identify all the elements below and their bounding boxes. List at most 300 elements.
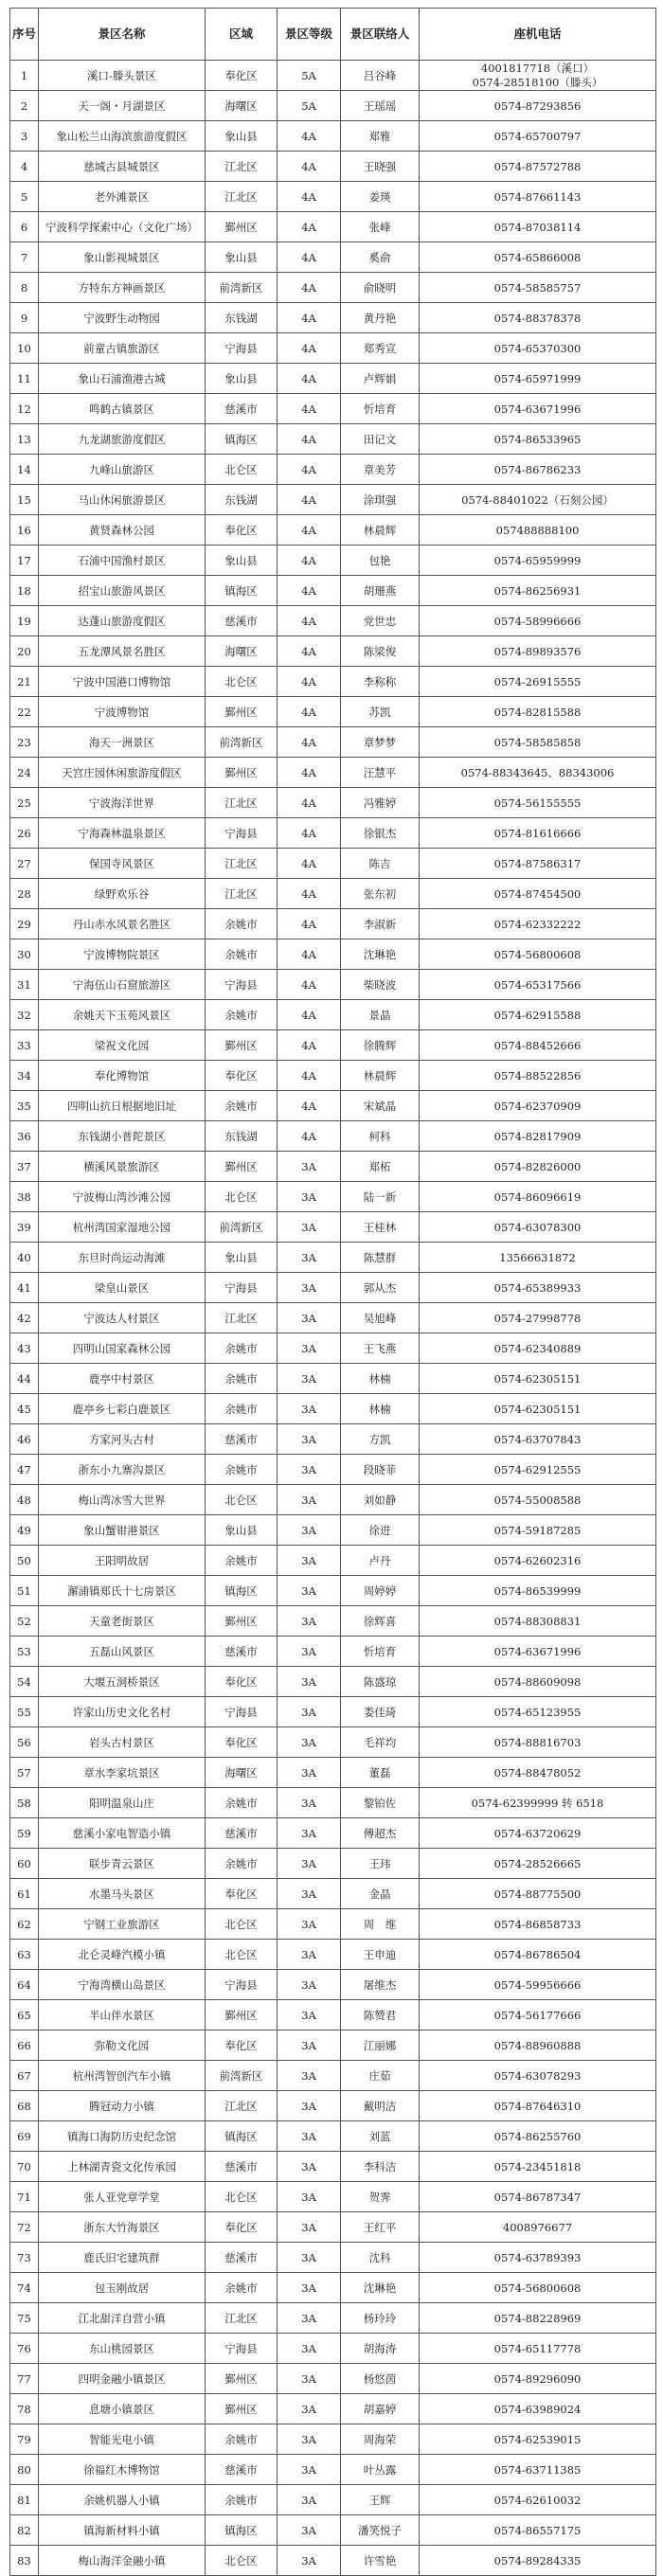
- cell-contact-person: 奚俞: [341, 242, 420, 273]
- table-row: [10, 758, 656, 788]
- cell-district: 镇海区: [206, 2515, 278, 2546]
- cell-scenic-level: 4A: [278, 818, 341, 849]
- cell-serial-number: 71: [10, 2182, 39, 2212]
- cell-contact-person: 王申迪: [341, 1940, 420, 1970]
- cell-landline-phone: 0574-65370300: [420, 333, 656, 364]
- cell-scenic-level: 3A: [278, 2121, 341, 2152]
- cell-district: 象山县: [206, 364, 278, 394]
- cell-scenic-name: 宁海森林温泉景区: [39, 818, 206, 849]
- cell-scenic-name: 达蓬山旅游度假区: [39, 606, 206, 636]
- table-row: [10, 697, 656, 727]
- cell-landline-phone: 0574-62305151: [420, 1364, 656, 1394]
- cell-landline-phone: 0574-56177666: [420, 2000, 656, 2030]
- cell-serial-number: 53: [10, 1637, 39, 1667]
- table-row: [10, 879, 656, 909]
- cell-contact-person: 刘如静: [341, 1485, 420, 1515]
- cell-district: 奉化区: [206, 1879, 278, 1909]
- cell-scenic-level: 3A: [278, 1788, 341, 1818]
- table-row: [10, 2243, 656, 2273]
- cell-scenic-level: 4A: [278, 546, 341, 576]
- cell-landline-phone: 0574-59956666: [420, 1970, 656, 2000]
- cell-landline-phone: 0574-86096619: [420, 1182, 656, 1212]
- cell-contact-person: 金晶: [341, 1879, 420, 1909]
- table-row: [10, 1333, 656, 1364]
- cell-district: 余姚市: [206, 1788, 278, 1818]
- cell-serial-number: 58: [10, 1788, 39, 1818]
- cell-contact-person: 宋斌晶: [341, 1091, 420, 1121]
- cell-scenic-name: 宁波博物院景区: [39, 939, 206, 970]
- cell-scenic-name: 许家山历史文化名村: [39, 1697, 206, 1727]
- cell-contact-person: 叶丛露: [341, 2455, 420, 2485]
- cell-serial-number: 59: [10, 1818, 39, 1849]
- cell-contact-person: 戴明洁: [341, 2091, 420, 2121]
- table-row: [10, 1879, 656, 1909]
- cell-contact-person: 姜瑛: [341, 182, 420, 212]
- cell-district: 象山县: [206, 1515, 278, 1546]
- cell-scenic-name: 联步青云景区: [39, 1849, 206, 1879]
- cell-scenic-level: 3A: [278, 2091, 341, 2121]
- cell-serial-number: 22: [10, 697, 39, 727]
- cell-contact-person: 陆一新: [341, 1182, 420, 1212]
- cell-scenic-level: 3A: [278, 1515, 341, 1546]
- cell-scenic-name: 宁海湾横山岛景区: [39, 1970, 206, 2000]
- cell-district: 余姚市: [206, 1546, 278, 1576]
- cell-contact-person: 黎铂佐: [341, 1788, 420, 1818]
- cell-scenic-level: 4A: [278, 636, 341, 667]
- cell-contact-person: 徐银杰: [341, 818, 420, 849]
- cell-scenic-level: 3A: [278, 1243, 341, 1273]
- cell-district: 江北区: [206, 2303, 278, 2334]
- cell-district: 余姚市: [206, 1394, 278, 1424]
- cell-landline-phone: 0574-63671996: [420, 394, 656, 424]
- cell-district: 宁海县: [206, 818, 278, 849]
- cell-serial-number: 50: [10, 1546, 39, 1576]
- cell-district: 北仑区: [206, 1940, 278, 1970]
- cell-district: 鄞州区: [206, 758, 278, 788]
- cell-scenic-level: 3A: [278, 1940, 341, 1970]
- table-row: [10, 818, 656, 849]
- cell-landline-phone: 0574-65959999: [420, 546, 656, 576]
- scenic-area-contact-table: [9, 8, 656, 2576]
- cell-serial-number: 11: [10, 364, 39, 394]
- cell-scenic-level: 3A: [278, 2030, 341, 2061]
- cell-scenic-level: 3A: [278, 1637, 341, 1667]
- cell-scenic-name: 水墨马头景区: [39, 1879, 206, 1909]
- cell-contact-person: 陈吉: [341, 849, 420, 879]
- cell-landline-phone: 0574-86255760: [420, 2121, 656, 2152]
- cell-contact-person: 汪慧平: [341, 758, 420, 788]
- cell-scenic-name: 澥浦镇郑氏十七房景区: [39, 1576, 206, 1606]
- cell-scenic-level: 3A: [278, 2152, 341, 2182]
- cell-serial-number: 51: [10, 1576, 39, 1606]
- cell-serial-number: 68: [10, 2091, 39, 2121]
- cell-contact-person: 张峰: [341, 212, 420, 242]
- cell-serial-number: 35: [10, 1091, 39, 1121]
- cell-serial-number: 6: [10, 212, 39, 242]
- table-row: [10, 1606, 656, 1637]
- cell-scenic-name: 章水李家坑景区: [39, 1758, 206, 1788]
- cell-scenic-name: 丹山赤水风景名胜区: [39, 909, 206, 939]
- cell-scenic-name: 半山伴水景区: [39, 2000, 206, 2030]
- table-row: [10, 242, 656, 273]
- cell-district: 慈溪市: [206, 1424, 278, 1455]
- cell-scenic-level: 5A: [278, 61, 341, 91]
- cell-scenic-name: 宁钢工业旅游区: [39, 1909, 206, 1940]
- cell-serial-number: 80: [10, 2455, 39, 2485]
- cell-landline-phone: 0574-63707843: [420, 1424, 656, 1455]
- cell-landline-phone: 0574-63789393: [420, 2243, 656, 2273]
- cell-scenic-name: 保国寺风景区: [39, 849, 206, 879]
- table-row: [10, 2212, 656, 2243]
- cell-scenic-name: 五磊山风景区: [39, 1637, 206, 1667]
- cell-contact-person: 王晓强: [341, 152, 420, 182]
- cell-contact-person: 吴旭峰: [341, 1303, 420, 1333]
- cell-contact-person: 冯雅婷: [341, 788, 420, 818]
- cell-landline-phone: 0574-62340889: [420, 1333, 656, 1364]
- cell-serial-number: 64: [10, 1970, 39, 2000]
- cell-serial-number: 39: [10, 1212, 39, 1243]
- cell-scenic-level: 4A: [278, 1091, 341, 1121]
- table-row: [10, 1667, 656, 1697]
- cell-scenic-level: 4A: [278, 333, 341, 364]
- table-row: [10, 212, 656, 242]
- cell-landline-phone: 0574-62399999 转 6518: [420, 1788, 656, 1818]
- cell-scenic-name: 东山桃园景区: [39, 2334, 206, 2364]
- cell-scenic-level: 3A: [278, 1970, 341, 2000]
- cell-scenic-name: 息塘小镇景区: [39, 2394, 206, 2424]
- cell-scenic-name: 岩头古村景区: [39, 1727, 206, 1758]
- cell-serial-number: 44: [10, 1364, 39, 1394]
- cell-serial-number: 79: [10, 2424, 39, 2455]
- cell-serial-number: 47: [10, 1455, 39, 1485]
- table-row: [10, 970, 656, 1000]
- cell-contact-person: 王玮: [341, 1849, 420, 1879]
- cell-contact-person: 林晨辉: [341, 1061, 420, 1091]
- cell-scenic-level: 3A: [278, 1606, 341, 1637]
- cell-scenic-name: 宁波梅山湾沙滩公园: [39, 1182, 206, 1212]
- cell-scenic-name: 象山石浦渔港古城: [39, 364, 206, 394]
- header-district: 区域: [206, 9, 278, 61]
- cell-scenic-name: 浙东大竹海景区: [39, 2212, 206, 2243]
- cell-scenic-name: 镇海口海防历史纪念馆: [39, 2121, 206, 2152]
- cell-scenic-name: 宁海伍山石窟旅游区: [39, 970, 206, 1000]
- cell-serial-number: 69: [10, 2121, 39, 2152]
- cell-serial-number: 29: [10, 909, 39, 939]
- table-row: [10, 1394, 656, 1424]
- cell-scenic-level: 3A: [278, 1333, 341, 1364]
- cell-serial-number: 61: [10, 1879, 39, 1909]
- cell-district: 象山县: [206, 1243, 278, 1273]
- cell-district: 鄞州区: [206, 2394, 278, 2424]
- cell-landline-phone: 0574-82826000: [420, 1152, 656, 1182]
- cell-contact-person: 王桂林: [341, 1212, 420, 1243]
- cell-contact-person: 黄丹艳: [341, 303, 420, 333]
- cell-scenic-name: 东旦时尚运动海滩: [39, 1243, 206, 1273]
- table-row: [10, 2030, 656, 2061]
- cell-landline-phone: 0574-65866008: [420, 242, 656, 273]
- cell-landline-phone: 0574-86786233: [420, 455, 656, 485]
- cell-scenic-name: 宁波科学探索中心（文化广场）: [39, 212, 206, 242]
- cell-scenic-level: 3A: [278, 1667, 341, 1697]
- table-row: [10, 636, 656, 667]
- cell-serial-number: 72: [10, 2212, 39, 2243]
- cell-district: 余姚市: [206, 1849, 278, 1879]
- cell-district: 慈溪市: [206, 394, 278, 424]
- cell-serial-number: 41: [10, 1273, 39, 1303]
- cell-serial-number: 7: [10, 242, 39, 273]
- cell-district: 余姚市: [206, 1091, 278, 1121]
- cell-scenic-name: 腾冠动力小镇: [39, 2091, 206, 2121]
- cell-district: 余姚市: [206, 939, 278, 970]
- cell-scenic-level: 3A: [278, 1273, 341, 1303]
- cell-landline-phone: 0574-63078300: [420, 1212, 656, 1243]
- cell-district: 北仑区: [206, 1909, 278, 1940]
- cell-contact-person: 刘蓝: [341, 2121, 420, 2152]
- table-row: [10, 333, 656, 364]
- cell-serial-number: 76: [10, 2334, 39, 2364]
- header-row: [10, 9, 656, 61]
- cell-contact-person: 李科洁: [341, 2152, 420, 2182]
- cell-scenic-name: 梅山湾冰雪大世界: [39, 1485, 206, 1515]
- cell-scenic-level: 4A: [278, 273, 341, 303]
- cell-contact-person: 郑柘: [341, 1152, 420, 1182]
- cell-contact-person: 王瑶瑶: [341, 91, 420, 121]
- cell-contact-person: 杨玲玲: [341, 2303, 420, 2334]
- cell-scenic-level: 3A: [278, 1818, 341, 1849]
- cell-landline-phone: 0574-62370909: [420, 1091, 656, 1121]
- cell-serial-number: 48: [10, 1485, 39, 1515]
- cell-scenic-level: 4A: [278, 485, 341, 515]
- cell-district: 象山县: [206, 121, 278, 152]
- cell-scenic-name: 大堰五洞桥景区: [39, 1667, 206, 1697]
- cell-scenic-level: 4A: [278, 697, 341, 727]
- cell-serial-number: 21: [10, 667, 39, 697]
- cell-scenic-name: 宁波海洋世界: [39, 788, 206, 818]
- cell-serial-number: 82: [10, 2515, 39, 2546]
- cell-contact-person: 段晓菲: [341, 1455, 420, 1485]
- cell-district: 宁海县: [206, 1273, 278, 1303]
- cell-scenic-name: 象山影视城景区: [39, 242, 206, 273]
- cell-scenic-level: 3A: [278, 2394, 341, 2424]
- cell-scenic-name: 镇海新材料小镇: [39, 2515, 206, 2546]
- cell-scenic-level: 3A: [278, 2303, 341, 2334]
- cell-scenic-level: 4A: [278, 364, 341, 394]
- cell-scenic-name: 慈溪小家电智造小镇: [39, 1818, 206, 1849]
- cell-serial-number: 70: [10, 2152, 39, 2182]
- table-row: [10, 1940, 656, 1970]
- cell-landline-phone: 057488888100: [420, 515, 656, 546]
- cell-scenic-name: 包玉刚故居: [39, 2273, 206, 2303]
- cell-district: 北仑区: [206, 2546, 278, 2576]
- cell-scenic-name: 招宝山旅游风景区: [39, 576, 206, 606]
- header-serial-number: 序号: [10, 9, 39, 61]
- cell-landline-phone: 0574-62610032: [420, 2485, 656, 2515]
- table-row: [10, 1727, 656, 1758]
- cell-contact-person: 胡嘉婷: [341, 2394, 420, 2424]
- cell-scenic-name: 绿野欢乐谷: [39, 879, 206, 909]
- cell-contact-person: 郑秀宣: [341, 333, 420, 364]
- cell-scenic-name: 北仑灵峰汽模小镇: [39, 1940, 206, 1970]
- cell-scenic-name: 梁皇山景区: [39, 1273, 206, 1303]
- table-row: [10, 273, 656, 303]
- table-row: [10, 364, 656, 394]
- cell-district: 鄞州区: [206, 2000, 278, 2030]
- cell-serial-number: 33: [10, 1030, 39, 1061]
- cell-district: 慈溪市: [206, 606, 278, 636]
- cell-scenic-level: 3A: [278, 2182, 341, 2212]
- cell-scenic-level: 3A: [278, 2212, 341, 2243]
- cell-serial-number: 75: [10, 2303, 39, 2334]
- cell-landline-phone: 0574-88452666: [420, 1030, 656, 1061]
- cell-contact-person: 胡海涛: [341, 2334, 420, 2364]
- cell-district: 鄞州区: [206, 1606, 278, 1637]
- cell-landline-phone: 0574-86786504: [420, 1940, 656, 1970]
- cell-serial-number: 17: [10, 546, 39, 576]
- cell-district: 鄞州区: [206, 2364, 278, 2394]
- cell-scenic-level: 3A: [278, 1879, 341, 1909]
- cell-landline-phone: 0574-62305151: [420, 1394, 656, 1424]
- cell-serial-number: 55: [10, 1697, 39, 1727]
- cell-landline-phone: 0574-87586317: [420, 849, 656, 879]
- cell-scenic-level: 4A: [278, 849, 341, 879]
- cell-serial-number: 9: [10, 303, 39, 333]
- cell-contact-person: 田记文: [341, 424, 420, 455]
- cell-scenic-level: 3A: [278, 1182, 341, 1212]
- cell-serial-number: 78: [10, 2394, 39, 2424]
- cell-scenic-level: 4A: [278, 515, 341, 546]
- table-row: [10, 1970, 656, 2000]
- cell-scenic-level: 3A: [278, 2243, 341, 2273]
- cell-contact-person: 章美芳: [341, 455, 420, 485]
- cell-district: 东钱湖: [206, 485, 278, 515]
- cell-scenic-name: 象山松兰山海滨旅游度假区: [39, 121, 206, 152]
- cell-landline-phone: 0574-55008588: [420, 1485, 656, 1515]
- cell-serial-number: 42: [10, 1303, 39, 1333]
- cell-serial-number: 23: [10, 727, 39, 758]
- cell-contact-person: 江丽娜: [341, 2030, 420, 2061]
- table-row: [10, 1364, 656, 1394]
- cell-scenic-name: 九龙湖旅游度假区: [39, 424, 206, 455]
- table-row: [10, 515, 656, 546]
- cell-serial-number: 20: [10, 636, 39, 667]
- cell-landline-phone: 0574-58585757: [420, 273, 656, 303]
- table-row: [10, 485, 656, 515]
- cell-serial-number: 62: [10, 1909, 39, 1940]
- cell-contact-person: 胡珊燕: [341, 576, 420, 606]
- cell-scenic-level: 4A: [278, 667, 341, 697]
- table-row: [10, 667, 656, 697]
- cell-scenic-level: 3A: [278, 2000, 341, 2030]
- cell-contact-person: 林晨辉: [341, 515, 420, 546]
- cell-scenic-name: 上林湖青瓷文化传承园: [39, 2152, 206, 2182]
- cell-serial-number: 34: [10, 1061, 39, 1091]
- cell-scenic-level: 4A: [278, 1121, 341, 1152]
- cell-landline-phone: 0574-89296090: [420, 2364, 656, 2394]
- cell-scenic-name: 马山休闲旅游景区: [39, 485, 206, 515]
- cell-landline-phone: 0574-58996666: [420, 606, 656, 636]
- cell-scenic-name: 智能光电小镇: [39, 2424, 206, 2455]
- cell-scenic-name: 奉化博物馆: [39, 1061, 206, 1091]
- cell-scenic-name: 天宫庄园休闲旅游度假区: [39, 758, 206, 788]
- header-scenic-name: 景区名称: [39, 9, 206, 61]
- cell-landline-phone: 0574-65971999: [420, 364, 656, 394]
- cell-serial-number: 27: [10, 849, 39, 879]
- cell-scenic-level: 4A: [278, 727, 341, 758]
- table-row: [10, 1273, 656, 1303]
- cell-contact-person: 李淑新: [341, 909, 420, 939]
- cell-scenic-name: 横溪风景旅游区: [39, 1152, 206, 1182]
- cell-landline-phone: 0574-56800608: [420, 2273, 656, 2303]
- cell-scenic-level: 4A: [278, 970, 341, 1000]
- cell-scenic-level: 4A: [278, 455, 341, 485]
- cell-landline-phone: 0574-88960888: [420, 2030, 656, 2061]
- table-row: [10, 455, 656, 485]
- cell-scenic-level: 3A: [278, 2455, 341, 2485]
- cell-landline-phone: 0574-65389933: [420, 1273, 656, 1303]
- table-row: [10, 182, 656, 212]
- cell-serial-number: 52: [10, 1606, 39, 1637]
- cell-scenic-name: 五龙潭风景名胜区: [39, 636, 206, 667]
- table-row: [10, 788, 656, 818]
- cell-district: 鄞州区: [206, 212, 278, 242]
- cell-scenic-level: 3A: [278, 2546, 341, 2576]
- cell-serial-number: 73: [10, 2243, 39, 2273]
- cell-district: 宁海县: [206, 1697, 278, 1727]
- table-row: [10, 727, 656, 758]
- cell-landline-phone: 0574-88478052: [420, 1758, 656, 1788]
- cell-contact-person: 杨悠茵: [341, 2364, 420, 2394]
- cell-scenic-name: 海天一洲景区: [39, 727, 206, 758]
- cell-landline-phone: 0574-58585858: [420, 727, 656, 758]
- cell-contact-person: 徐腾辉: [341, 1030, 420, 1061]
- cell-scenic-level: 3A: [278, 1364, 341, 1394]
- cell-scenic-name: 天一阁・月湖景区: [39, 91, 206, 121]
- cell-district: 奉化区: [206, 61, 278, 91]
- table-row: [10, 546, 656, 576]
- cell-district: 余姚市: [206, 1364, 278, 1394]
- table-row: [10, 1788, 656, 1818]
- cell-contact-person: 包艳: [341, 546, 420, 576]
- cell-scenic-level: 3A: [278, 2424, 341, 2455]
- cell-serial-number: 56: [10, 1727, 39, 1758]
- cell-district: 海曙区: [206, 1758, 278, 1788]
- cell-district: 宁海县: [206, 333, 278, 364]
- cell-scenic-level: 4A: [278, 1030, 341, 1061]
- cell-contact-person: 苏凯: [341, 697, 420, 727]
- cell-landline-phone: 0574-59187285: [420, 1515, 656, 1546]
- cell-landline-phone: 0574-87646310: [420, 2091, 656, 2121]
- cell-scenic-name: 徐福红木博物馆: [39, 2455, 206, 2485]
- table-row: [10, 939, 656, 970]
- table-row: [10, 1849, 656, 1879]
- table-row: [10, 2455, 656, 2485]
- cell-landline-phone: 0574-27998778: [420, 1303, 656, 1333]
- cell-district: 前湾新区: [206, 2061, 278, 2091]
- table-header: [10, 9, 656, 61]
- cell-landline-phone: 0574-63989024: [420, 2394, 656, 2424]
- cell-district: 北仑区: [206, 2182, 278, 2212]
- cell-contact-person: 沈琳艳: [341, 939, 420, 970]
- cell-landline-phone: 0574-87454500: [420, 879, 656, 909]
- table-row: [10, 2303, 656, 2334]
- scenic-area-table-container: [9, 8, 655, 2576]
- cell-scenic-level: 4A: [278, 576, 341, 606]
- cell-contact-person: 董磊: [341, 1758, 420, 1788]
- cell-district: 江北区: [206, 788, 278, 818]
- cell-landline-phone: 0574-86533965: [420, 424, 656, 455]
- cell-district: 东钱湖: [206, 303, 278, 333]
- cell-landline-phone: 0574-65117778: [420, 2334, 656, 2364]
